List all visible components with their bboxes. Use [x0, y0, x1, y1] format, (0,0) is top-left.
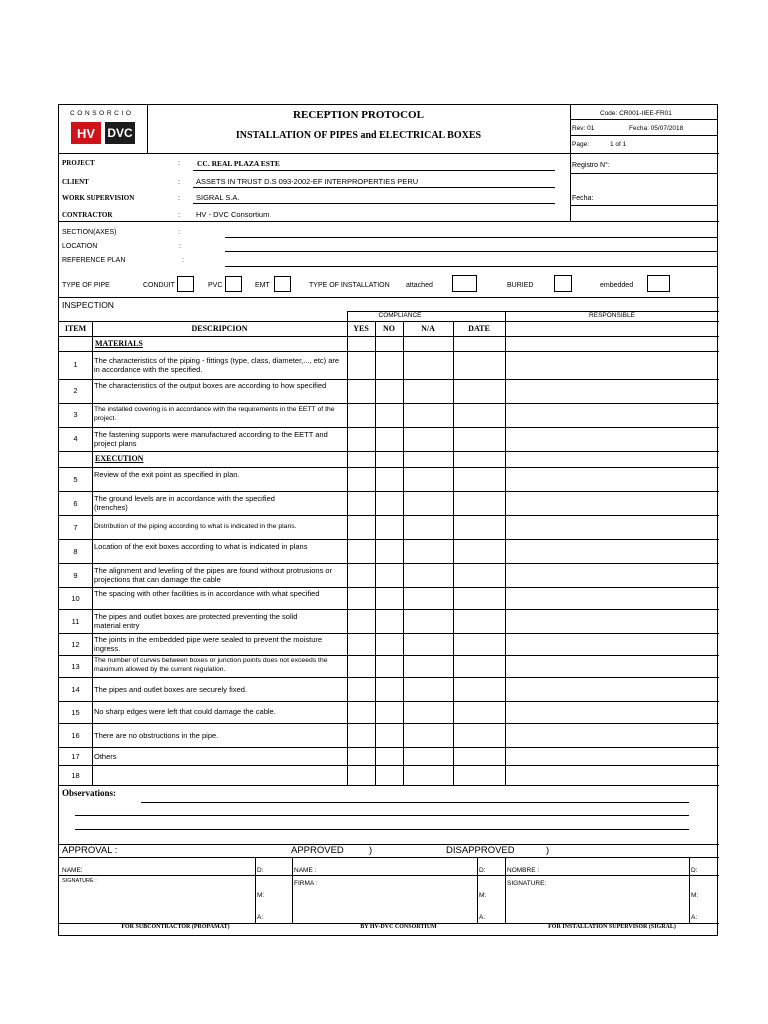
- name-label-3: NOMBRE :: [507, 867, 540, 874]
- table-row: 14 The pipes and outlet boxes are securely fixed.: [71, 685, 248, 694]
- table-row: 4 The fastening supports were manufactured according to the EETT and project plans: [73, 430, 328, 448]
- d-label: D:: [479, 867, 486, 874]
- col-yes: YES: [353, 324, 369, 333]
- contractor-label: CONTRACTOR: [62, 211, 113, 219]
- table-row: 6 The ground levels are in accordance with the specified (trenches): [73, 494, 275, 512]
- observations-line[interactable]: [75, 815, 689, 816]
- a-label: A:: [479, 914, 486, 921]
- compliance-label: COMPLIANCE: [378, 312, 422, 319]
- col-date: DATE: [468, 324, 490, 333]
- approval-label: APPROVAL :: [62, 845, 118, 856]
- table-row: 18: [71, 771, 80, 780]
- client-label: CLIENT: [62, 178, 89, 186]
- col-description: DESCRIPCION: [191, 324, 248, 333]
- signature-label-2: FIRMA :: [294, 880, 318, 887]
- observations-label: Observations:: [62, 788, 116, 798]
- subcontractor-caption: FOR SUBCONTRACTOR (PROPAMAT): [121, 924, 230, 930]
- supervision-label: WORK SUPERVISION: [62, 194, 135, 202]
- signature-label-1: SIGNATURE :: [62, 878, 97, 884]
- emt-label: EMT: [255, 282, 270, 289]
- disapproved-option[interactable]: DISAPPROVED: [446, 845, 515, 856]
- supervision-value: SIGRAL S.A.: [196, 193, 240, 202]
- table-row: 1 The characteristics of the piping - fittings (type, class, diameter,..., etc) are in accordance with the specified.: [73, 356, 340, 374]
- col-na: N/A: [421, 324, 435, 333]
- responsible-label: RESPONSIBLE: [589, 312, 635, 319]
- consortium-label: CONSORCIO: [70, 110, 134, 117]
- table-row: 16 There are no obstructions in the pipe.: [71, 731, 219, 740]
- section-label: SECTION(AXES): [62, 229, 117, 236]
- table-row: 12 The joints in the embedded pipe were sealed to prevent the moisture ingress.: [71, 635, 323, 653]
- dvc-logo: DVC: [105, 122, 135, 144]
- form-rev: Rev: 01: [572, 125, 595, 132]
- a-label: A:: [691, 914, 698, 921]
- embedded-checkbox[interactable]: [647, 275, 670, 292]
- table-row: 9 The alignment and leveling of the pipes are found without protrusions or projections that can damage the cable: [73, 566, 333, 584]
- attached-label: attached: [406, 282, 433, 289]
- col-no: NO: [383, 324, 395, 333]
- location-label: LOCATION: [62, 243, 98, 250]
- m-label: M:: [257, 892, 265, 899]
- table-row: 5 Review of the exit point as specified in plan.: [73, 470, 240, 484]
- pvc-label: PVC: [208, 282, 223, 289]
- page-value: 1 of 1: [610, 141, 627, 148]
- table-row: 13 The number of curves between boxes or junction points does not exceeds the maximum allowed by the current regulation.: [71, 657, 328, 673]
- attached-checkbox[interactable]: [452, 275, 477, 292]
- form-code: Code: CR001-IIEE-FR01: [600, 110, 672, 117]
- buried-label: BURIED: [507, 282, 534, 289]
- type-of-installation-label: TYPE OF INSTALLATION: [309, 282, 390, 289]
- approved-option[interactable]: APPROVED: [291, 845, 344, 856]
- company-logo: [65, 109, 141, 153]
- name-label-2: NAME :: [294, 867, 317, 874]
- consortium-caption: BY HV-DVC CONSORTIUM: [360, 924, 437, 930]
- m-label: M:: [479, 892, 487, 899]
- d-label: D:: [257, 867, 264, 874]
- project-value: CC. REAL PLAZA ESTE: [197, 159, 280, 168]
- m-label: M:: [691, 892, 699, 899]
- pvc-checkbox[interactable]: [225, 276, 242, 292]
- form-subtitle: INSTALLATION OF PIPES and ELECTRICAL BOXES: [235, 130, 482, 141]
- registro-label: Registro N°:: [572, 162, 610, 169]
- form-date: Fecha: 05/07/2018: [629, 125, 684, 132]
- col-item: ITEM: [64, 324, 87, 333]
- emt-checkbox[interactable]: [274, 276, 291, 292]
- fecha-label: Fecha:: [572, 195, 594, 202]
- form-title: RECEPTION PROTOCOL: [293, 109, 424, 121]
- table-row: 15 No sharp edges were left that could damage the cable.: [71, 707, 276, 717]
- conduit-checkbox[interactable]: [177, 276, 194, 292]
- materials-label: MATERIALS: [95, 339, 143, 348]
- a-label: A:: [257, 914, 264, 921]
- reception-protocol-form: CONSORCIO HV DVC RECEPTION PROTOCOL INSTALLATION OF PIPES and ELECTRICAL BOXES Code: CR001-IIEE-FR01 Rev: 01 Fecha: 05/07/2018 Page: 1 of 1 PROJECT : CC. REAL PLAZA ESTE CLIENT : ASSETS IN TRUST D.S 093-2002-EF INTERPROPERTIES PERU WORK SUPERVISION : SIGRAL S.A. CONTRACTOR : HV - DVC Consortium Registro N°: Fecha: SECTION(AXES) : LOCATION : REFERENCE PLAN : TYPE OF PIPE CONDUIT PVC EMT TYPE OF INSTALLATION attached BURIED embedded INSPECTION COMPLIANCE RESPONSIBLE ITEM DESCRIPCION YES NO N/A DATE MATERIALS 1 The characteristics of the piping - fittings (type, class, diameter,..., etc) are in accordance with the specified. 2 The characteristics of the output boxes are according to how specified 3 The installed covering is in accordance with the requirements in the EETT of the project. 4 The fastening supports were manufactured according to the EETT and project plans EXECUTION 5 Review of the exit point as specified in plan. 6 The ground levels are in accordance with the specified (trenches) 7 Distribution of the piping according to what is indicated in the plans. 8 Location of the exit boxes according to what is indicated in plans 9 The alignment and leveling of the pipes are found without protrusions or projections that can damage the cable 10 The spacing with other facilities is in accordance with what specified 11 The pipes and outlet boxes are protected preventing the solid material entry 12 The joints in the embedded pipe were sealed to prevent the moisture ingress. 13 The number of curves between boxes or junction points does not exceeds the maximum allowed by the current regulation. 14 The pipes and outlet boxes are securely fixed. 15 No sharp edges were left that could damage the cable. 16 There are no obstructions in the pipe. 17 Others 18 Observations: APPROVAL : APPROVED ) DISAPPROVED ) NAME: D: NAME : D: NOMBRE : D: SIGNATURE : FIRMA : SIGNATURE: M: M: M: A: A: A: FOR SUBCONTRACTOR (PROPAMAT) BY HV-DVC CONSORTIUM FOR INSTALLATION SUPERVISOR (SIGRAL): [58, 104, 718, 936]
- execution-label: EXECUTION: [95, 454, 144, 463]
- conduit-label: CONDUIT: [143, 282, 175, 289]
- signature-label-3: SIGNATURE:: [507, 880, 547, 887]
- table-row: 2 The characteristics of the output boxes are according to how specified: [73, 381, 327, 395]
- buried-checkbox[interactable]: [554, 275, 572, 292]
- embedded-label: embedded: [600, 282, 634, 289]
- project-label: PROJECT: [62, 159, 95, 167]
- observations-line[interactable]: [141, 802, 689, 803]
- table-row: 8 Location of the exit boxes according to what is indicated in plans: [73, 542, 308, 556]
- page-label: Page:: [572, 141, 589, 148]
- inspection-label: INSPECTION: [62, 300, 114, 310]
- reference-plan-label: REFERENCE PLAN: [62, 257, 126, 264]
- table-row: 7 Distribution of the piping according to what is indicated in the plans.: [73, 523, 297, 532]
- table-row: 10 The spacing with other facilities is in accordance with what specified: [71, 589, 320, 603]
- type-of-pipe-label: TYPE OF PIPE: [62, 282, 110, 289]
- supervisor-caption: FOR INSTALLATION SUPERVISOR (SIGRAL): [548, 924, 676, 930]
- table-row: 3 The installed covering is in accordance with the requirements in the EETT of the project.: [73, 406, 335, 422]
- client-value: ASSETS IN TRUST D.S 093-2002-EF INTERPROPERTIES PERU: [196, 177, 419, 186]
- d-label: D:: [691, 867, 698, 874]
- contractor-value: HV - DVC Consortium: [196, 210, 270, 219]
- table-row: 11 The pipes and outlet boxes are protected preventing the solid material entry: [71, 612, 298, 630]
- name-label-1: NAME:: [62, 867, 83, 874]
- observations-line[interactable]: [75, 829, 689, 830]
- hv-logo: HV: [71, 122, 101, 144]
- table-row: 17 Others: [71, 752, 117, 761]
